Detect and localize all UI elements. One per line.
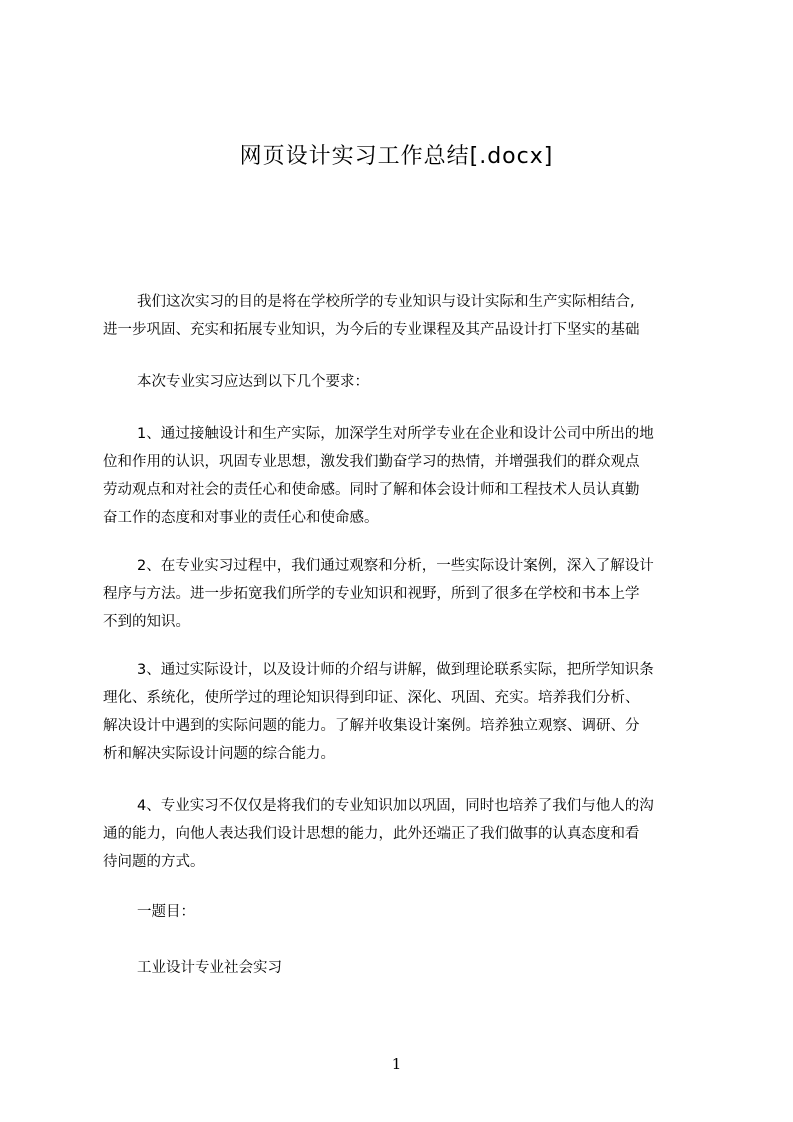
paragraph-line: 2、在专业实习过程中，我们通过观察和分析，一些实际设计案例，深入了解设计 bbox=[137, 558, 654, 574]
paragraph-line: 我们这次实习的目的是将在学校所学的专业知识与设计实际和生产实际相结合, bbox=[137, 294, 635, 310]
paragraph-line: 一题目： bbox=[137, 904, 195, 920]
paragraph-line: 位和作用的认识，巩固专业思想，激发我们勤奋学习的热情，并增强我们的群众观点 bbox=[103, 454, 640, 470]
document-title: 网页设计实习工作总结[.docx] bbox=[239, 144, 554, 169]
paragraph-line: 析和解决实际设计问题的综合能力。 bbox=[103, 746, 335, 762]
paragraph-requirement-3 bbox=[103, 656, 715, 768]
paragraph-requirements-intro bbox=[103, 368, 715, 396]
page-number: 1 bbox=[391, 1055, 402, 1073]
paragraph-requirement-1 bbox=[103, 420, 715, 532]
paragraph-line: 奋工作的态度和对事业的责任心和使命感。 bbox=[103, 510, 379, 526]
paragraph-line: 待问题的方式。 bbox=[103, 854, 205, 870]
paragraph-line: 进一步巩固、充实和拓展专业知识，为今后的专业课程及其产品设计打下坚实的基础 bbox=[103, 322, 640, 338]
paragraph-line: 1、通过接触设计和生产实际，加深学生对所学专业在企业和设计公司中所出的地 bbox=[137, 426, 654, 442]
paragraph-topic-heading bbox=[103, 898, 715, 926]
paragraph-line: 理化、系统化，使所学过的理论知识得到印证、深化、巩固、充实。培养我们分析、 bbox=[103, 690, 640, 706]
paragraph-purpose bbox=[103, 288, 715, 344]
paragraph-line: 4、专业实习不仅仅是将我们的专业知识加以巩固，同时也培养了我们与他人的沟 bbox=[137, 798, 654, 814]
paragraph-topic bbox=[103, 954, 715, 982]
paragraph-requirement-2 bbox=[103, 552, 715, 636]
paragraph-requirement-4 bbox=[103, 792, 715, 876]
paragraph-line: 解决设计中遇到的实际问题的能力。了解并收集设计案例。培养独立观察、调研、分 bbox=[103, 718, 640, 734]
paragraph-line: 通的能力，向他人表达我们设计思想的能力，此外还端正了我们做事的认真态度和看 bbox=[103, 826, 640, 842]
paragraph-line: 不到的知识。 bbox=[103, 614, 190, 630]
paragraph-line: 劳动观点和对社会的责任心和使命感。同时了解和体会设计师和工程技术人员认真勤 bbox=[103, 482, 640, 498]
paragraph-line: 程序与方法。进一步拓宽我们所学的专业知识和视野，所到了很多在学校和书本上学 bbox=[103, 586, 640, 602]
paragraph-line: 工业设计专业社会实习 bbox=[137, 960, 282, 976]
paragraph-line: 本次专业实习应达到以下几个要求： bbox=[137, 374, 369, 390]
paragraph-line: 3、通过实际设计，以及设计师的介绍与讲解，做到理论联系实际，把所学知识条 bbox=[137, 662, 654, 678]
